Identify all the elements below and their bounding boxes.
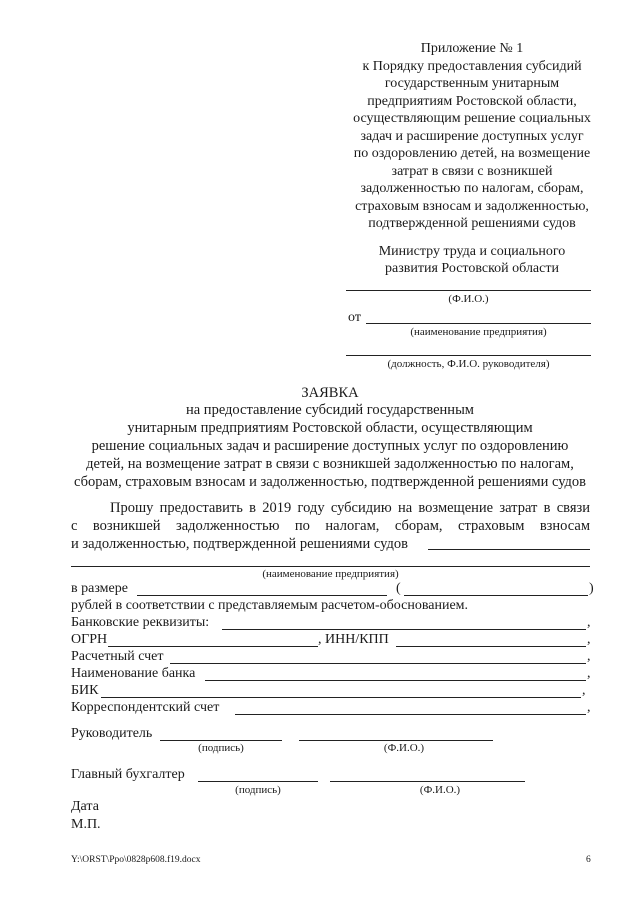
bank-name-label: Наименование банка	[71, 666, 196, 681]
request-line: сборам, страховым взносам и задолженностью, подтвержденной решениями судов	[73, 474, 587, 490]
accountant-fio-field[interactable]	[330, 781, 525, 782]
paragraph-line: Прошу предоставить в 2019 году субсидию на возмещение затрат в связи	[110, 500, 590, 516]
enterprise-name-field[interactable]	[428, 549, 590, 550]
accountant-signature-field[interactable]	[198, 781, 318, 782]
account-label: Расчетный счет	[71, 649, 164, 664]
comma: ,	[587, 632, 591, 647]
paren-close: )	[589, 581, 594, 596]
comma: ,	[587, 666, 591, 681]
appendix-line: осуществляющим решение социальных	[353, 111, 591, 126]
corr-account-label: Корреспондентский счет	[71, 700, 220, 715]
appendix-line: задолженностью по налогам, сборам,	[360, 181, 584, 196]
fio-caption: (Ф.И.О.)	[383, 742, 425, 754]
from-label: от	[348, 310, 361, 325]
paren-open: (	[396, 581, 401, 596]
appendix-line: предприятиям Ростовской области,	[367, 93, 577, 109]
comma: ,	[587, 649, 591, 664]
inn-kpp-field[interactable]	[396, 646, 586, 647]
corr-account-field[interactable]	[235, 714, 586, 715]
director-fio-field[interactable]	[299, 740, 493, 741]
ogrn-label: ОГРН	[71, 632, 108, 647]
appendix-title: Приложение № 1	[420, 41, 524, 56]
request-line: решение социальных задач и расширение доступных услуг по оздоровлению	[91, 438, 569, 454]
comma: ,	[587, 700, 591, 715]
paragraph-line: с возникшей задолженностью по налогам, сборам, страховым взносам	[71, 518, 590, 534]
account-field[interactable]	[170, 663, 586, 664]
director-signature-field[interactable]	[160, 740, 282, 741]
file-path: Y:\ORST\Ppo\0828p608.f19.docx	[71, 855, 201, 865]
bik-label: БИК	[71, 683, 99, 698]
appendix-line: по оздоровлению детей, на возмещение	[353, 146, 591, 161]
appendix-line: государственным унитарным	[384, 76, 560, 91]
director-label: Руководитель	[71, 726, 153, 741]
enterprise-name-field-2[interactable]	[71, 566, 590, 567]
bank-details-field[interactable]	[222, 629, 586, 630]
position-caption: (должность, Ф.И.О. руководителя)	[387, 358, 550, 370]
appendix-line: затрат в связи с возникшей	[391, 163, 553, 179]
addressee-line: Министру труда и социального	[378, 244, 566, 259]
amount-field[interactable]	[137, 595, 387, 596]
bank-details-label: Банковские реквизиты:	[71, 615, 210, 630]
appendix-line: к Порядку предоставления субсидий	[362, 58, 582, 74]
enterprise-caption-2: (наименование предприятия)	[262, 568, 399, 580]
request-line: на предоставление субсидий государственным	[185, 402, 474, 418]
amount-label: в размере	[71, 581, 128, 596]
bank-name-field[interactable]	[205, 680, 586, 681]
comma: ,	[582, 683, 586, 698]
signature-caption: (подпись)	[198, 742, 244, 754]
rubles-line: рублей в соответствии с представляемым расчетом-обоснованием.	[71, 598, 469, 613]
stamp-label: М.П.	[71, 817, 101, 832]
fio-caption: (Ф.И.О.)	[448, 293, 489, 305]
request-line: унитарным предприятиям Ростовской области, осуществляющим	[127, 420, 533, 436]
recipient-fio-line	[346, 290, 591, 291]
date-label: Дата	[71, 799, 99, 814]
page-number: 6	[586, 855, 591, 865]
paragraph-line: и задолженностью, подтвержденной решениями судов	[71, 536, 408, 552]
request-line: детей, на возмещение затрат в связи с возникшей задолженностью по налогам,	[86, 456, 574, 472]
bik-field[interactable]	[101, 697, 581, 698]
appendix-line: задач и расширение доступных услуг	[360, 128, 584, 144]
comma: ,	[587, 615, 591, 630]
enterprise-caption: (наименование предприятия)	[410, 326, 547, 338]
addressee-line: развития Ростовской области	[385, 261, 559, 276]
inn-kpp-label: , ИНН/КПП	[318, 632, 389, 647]
director-position-line	[346, 355, 591, 356]
appendix-line: страховым взносам и задолженностью,	[355, 198, 589, 214]
chief-accountant-label: Главный бухгалтер	[71, 767, 185, 782]
enterprise-line	[366, 323, 591, 324]
signature-caption: (подпись)	[235, 784, 281, 796]
appendix-line: подтвержденной решениями судов	[368, 216, 576, 231]
amount-words-field[interactable]	[404, 595, 588, 596]
request-title: ЗАЯВКА	[301, 385, 359, 401]
fio-caption: (Ф.И.О.)	[419, 784, 461, 796]
ogrn-field[interactable]	[108, 646, 318, 647]
